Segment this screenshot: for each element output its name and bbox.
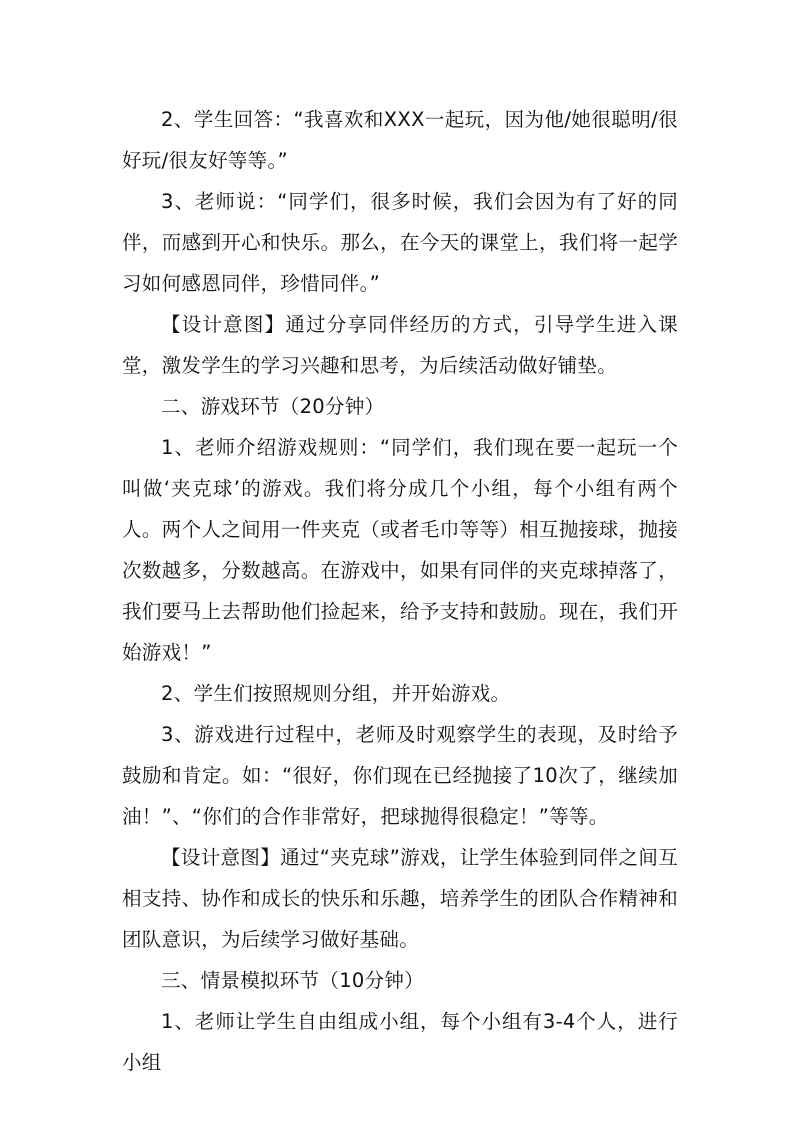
paragraph-simulation-groups: 1、老师让学生自由组成小组，每个小组有3-4个人，进行小组 <box>122 1010 678 1074</box>
paragraph-student-answer: 2、学生回答：“我喜欢和XXX一起玩，因为他/她很聪明/很好玩/很友好等等。” <box>122 108 678 172</box>
document-page <box>122 99 678 1083</box>
section-heading-game: 二、游戏环节（20分钟） <box>161 395 385 418</box>
paragraph-game-rules: 1、老师介绍游戏规则：“同学们，我们现在要一起玩一个叫做‘夹克球’的游戏。我们将分成几个小组，每个小组有两个人。两个人之间用一件夹克（或者毛巾等等）相互抛接球，抛接次数越多，分数越高。在游戏中，如果有同伴的夹克球掉落了，我们要马上去帮助他们捡起来，给予支持和鼓励。现在，我们开始游戏！” <box>122 436 678 664</box>
paragraph-design-intent-2: 【设计意图】通过“夹克球”游戏，让学生体验到同伴之间互相支持、协作和成长的快乐和乐趣，培养学生的团队合作精神和团队意识，为后续学习做好基础。 <box>122 846 678 951</box>
paragraph-game-process: 3、游戏进行过程中，老师及时观察学生的表现，及时给予鼓励和肯定。如：“很好，你们现在已经抛接了10次了，继续加油！”、“你们的合作非常好，把球抛得很稳定！”等等。 <box>122 723 678 828</box>
paragraph-teacher-says: 3、老师说：“同学们，很多时候，我们会因为有了好的同伴，而感到开心和快乐。那么，在今天的课堂上，我们将一起学习如何感恩同伴，珍惜同伴。” <box>122 190 678 295</box>
paragraph-grouping: 2、学生们按照规则分组，并开始游戏。 <box>161 682 511 705</box>
section-heading-simulation: 三、情景模拟环节（10分钟） <box>161 969 425 992</box>
paragraph-design-intent-1: 【设计意图】通过分享同伴经历的方式，引导学生进入课堂，激发学生的学习兴趣和思考，为后续活动做好铺垫。 <box>122 313 678 377</box>
